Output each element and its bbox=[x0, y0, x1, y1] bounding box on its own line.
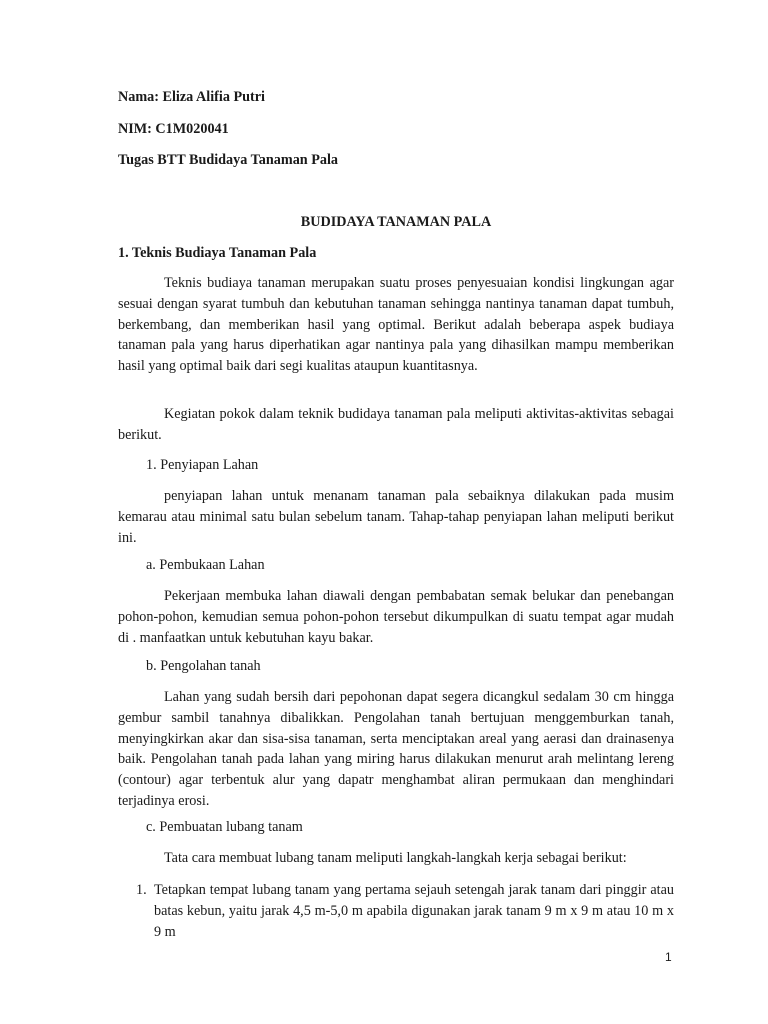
list-item-penyiapan-lahan: 1. Penyiapan Lahan bbox=[146, 457, 259, 473]
activities-paragraph: Kegiatan pokok dalam teknik budidaya tanaman pala meliputi aktivitas-aktivitas sebagai berikut. bbox=[118, 406, 674, 443]
step-1-text: Tetapkan tempat lubang tanam yang pertama sejauh setengah jarak tanam dari pinggir atau batas kebun, yaitu jarak 4,5 m-5,0 m apabila digunakan jarak tanam 9 m x 9 m atau 10 m x 9 m bbox=[154, 882, 674, 940]
step-number: 1. bbox=[136, 882, 147, 898]
sub-item-lubang-tanam: c. Pembuatan lubang tanam bbox=[146, 819, 303, 835]
pengolahan-tanah-paragraph: Lahan yang sudah bersih dari pepohonan dapat segera dicangkul sedalam 30 cm hingga gembur sambil tanahnya dibalikkan. Pengolahan tanah bertujuan menggemburkan tanah, menyingkirkan akar dan sisa-sisa tanaman, serta menciptakan areal yang aerasi dan drainasenya baik. Pengolahan tanah pada lahan yang miring harus dilakukan menurut arah melintang lereng (contour) agar terbentuk alur yang dapatr menghambat aliran permukaan dan menghindari terjadinya erosi. bbox=[118, 689, 674, 809]
page-number: 1 bbox=[665, 950, 672, 964]
intro-paragraph: Teknis budiaya tanaman merupakan suatu proses penyesuaian kondisi lingkungan agar sesuai dengan syarat tumbuh dan kebutuhan tanaman sehingga nantinya tanaman dapat tumbuh, berkembang, dan memberikan hasil yang optimal. Berikut adalah beberapa aspek budiaya tanaman pala yang harus diperhatikan agar nantinya pala yang dihasilkan mampu memberikan hasil yang optimal baik dari segi kualitas ataupun kuantitasnya. bbox=[118, 275, 674, 375]
sub-item-pembukaan-lahan: a. Pembukaan Lahan bbox=[146, 557, 265, 573]
sub-item-pengolahan-tanah: b. Pengolahan tanah bbox=[146, 658, 261, 674]
lubang-tanam-intro: Tata cara membuat lubang tanam meliputi langkah-langkah kerja sebagai berikut: bbox=[164, 850, 627, 866]
student-nim: NIM: C1M020041 bbox=[118, 121, 229, 137]
task-title: Tugas BTT Budidaya Tanaman Pala bbox=[118, 152, 339, 168]
pembukaan-lahan-paragraph: Pekerjaan membuka lahan diawali dengan pembabatan semak belukar dan penebangan pohon-pohon, kemudian semua pohon-pohon tersebut dikumpulkan di suatu tempat agar mudah di . manfaatkan untuk kebutuhan kayu bakar. bbox=[118, 588, 674, 646]
section-heading: 1. Teknis Budiaya Tanaman Pala bbox=[118, 245, 317, 261]
document-title: BUDIDAYA TANAMAN PALA bbox=[300, 214, 492, 230]
penyiapan-lahan-paragraph: penyiapan lahan untuk menanam tanaman pala sebaiknya dilakukan pada musim kemarau atau minimal satu bulan sebelum tanam. Tahap-tahap penyiapan lahan meliputi berikut ini. bbox=[118, 488, 674, 546]
student-name: Nama: Eliza Alifia Putri bbox=[118, 89, 265, 105]
